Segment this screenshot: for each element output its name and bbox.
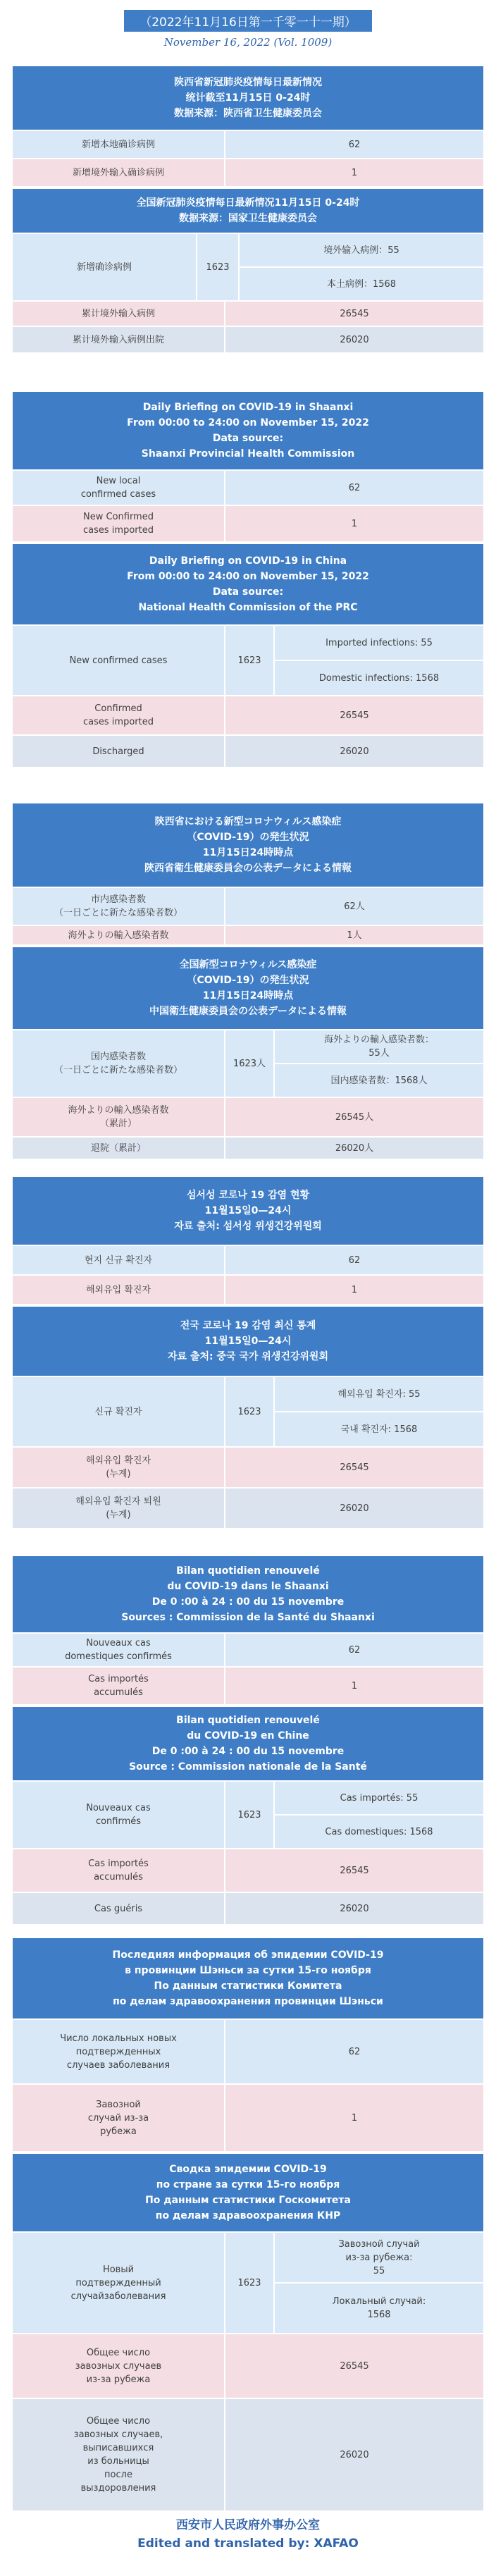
shaanxi-table-ja <box>13 802 483 946</box>
shaanxi-table-cn <box>13 65 483 187</box>
header-line: 11월15일0—24시 <box>204 1205 292 1216</box>
row-value: 1 <box>224 2085 483 2151</box>
header-line: 数据来源：陕西省卫生健康委员会 <box>174 108 322 119</box>
china-table-en <box>13 543 483 768</box>
china-table-ru <box>13 2152 483 2512</box>
confirmed-row <box>13 626 483 696</box>
confirmed-label: Nouveaux cas confirmés <box>86 1803 151 1827</box>
header-line: Последняя информация об эпидемии COVID-19 <box>112 1949 384 1961</box>
china-table-cn <box>13 187 483 354</box>
header-line: （COVID-19）の発生状況 <box>187 832 309 843</box>
header-line: 11월15일0—24시 <box>204 1336 292 1347</box>
header-line: National Health Commission of the PRC <box>138 602 358 613</box>
domestic-count: Cas domestiques: 1568 <box>275 1814 483 1848</box>
domestic-count: Локальный случай: 1568 <box>275 2282 483 2333</box>
issue-date-en: November 16, 2022 (Vol. 1009) <box>163 36 333 49</box>
row-value: 62 <box>224 471 483 505</box>
china-table-fr <box>13 1706 483 1925</box>
row-label: 累计境外输入病例 <box>81 308 155 319</box>
china-table-ja <box>13 946 483 1160</box>
table-header <box>13 1556 483 1634</box>
confirmed-row <box>13 2233 483 2334</box>
row-value: 62 <box>224 131 483 158</box>
row-value: 26020 <box>224 1893 483 1924</box>
table-header <box>13 544 483 626</box>
table-row <box>13 1448 483 1489</box>
header-line: Daily Briefing on COVID-19 in Shaanxi <box>142 402 354 413</box>
confirmed-breakdown <box>273 1782 483 1848</box>
confirmed-breakdown <box>238 234 483 300</box>
row-value: 62人 <box>224 888 483 925</box>
header-line: 陝西省における新型コロナウィルス感染症 <box>154 816 342 827</box>
table-row <box>13 327 483 354</box>
row-value: 62 <box>224 1634 483 1666</box>
header-line: 섬서성 코로나 19 감염 현황 <box>186 1190 310 1201</box>
header-line: по делам здравоохранения КНР <box>155 2210 341 2221</box>
row-value: 26020 <box>224 736 483 767</box>
table-header <box>13 2154 483 2233</box>
table-row <box>13 1489 483 1529</box>
header-line: Bilan quotidien renouvelé <box>176 1715 320 1726</box>
table-row <box>13 1668 483 1706</box>
section-japanese <box>13 802 483 1160</box>
shaanxi-table-fr <box>13 1555 483 1706</box>
table-row <box>13 1634 483 1668</box>
row-value: 62 <box>224 1246 483 1274</box>
imported-count: Imported infections: 55 <box>326 637 433 648</box>
header-line: 11月15日24時時点 <box>202 847 294 858</box>
table-row <box>13 1893 483 1925</box>
shaanxi-table-en <box>13 390 483 543</box>
row-label: 海外よりの輸入感染者数 （累計） <box>68 1105 169 1129</box>
confirmed-row <box>13 1377 483 1448</box>
confirmed-label: Новый подтвержденный случайзаболевания <box>70 2264 166 2302</box>
header-line: в провинции Шэньси за сутки 15-го ноября <box>125 1965 371 1976</box>
row-label: New Confirmed cases imported <box>83 512 154 536</box>
row-label: Общее число завозных случаев, выписавшихся из больницы после выздоровления <box>73 2416 163 2494</box>
row-value: 26545 <box>224 1448 483 1487</box>
header-line: по делам здравоохранения провинции Шэньси <box>113 1996 383 2007</box>
header-line: Sources : Commission de la Santé du Shaanxi <box>121 1612 375 1623</box>
row-value: 1 <box>224 506 483 541</box>
row-value: 26545人 <box>224 1098 483 1136</box>
table-row <box>13 302 483 327</box>
confirmed-label: 新增确诊病例 <box>76 261 132 273</box>
imported-count: 海外よりの輸入感染者数： 55人 <box>323 1035 434 1059</box>
header-line: 전국 코로나 19 감염 최신 통계 <box>180 1320 316 1331</box>
confirmed-total: 1623 <box>224 626 273 695</box>
header-line: Сводка эпидемии COVID-19 <box>169 2164 327 2175</box>
row-value: 26020 <box>224 1489 483 1528</box>
row-value: 62 <box>224 2020 483 2083</box>
confirmed-row <box>13 1782 483 1849</box>
header-line: 中国衛生健康委員会の公表データによる情報 <box>149 1006 347 1017</box>
row-value: 26545 <box>224 696 483 734</box>
table-row <box>13 2399 483 2512</box>
header-line: 全国新冠肺炎疫情每日最新情况11月15日 0-24时 <box>136 197 360 209</box>
table-header <box>13 1938 483 2020</box>
table-row <box>13 926 483 946</box>
table-row <box>13 159 483 187</box>
row-label: 累计境外输入病例出院 <box>72 334 164 345</box>
confirmed-breakdown <box>273 1030 483 1097</box>
header-line: Source : Commission nationale de la Santé <box>129 1761 367 1773</box>
header-line: 全国新型コロナウィルス感染症 <box>179 959 317 970</box>
row-value: 26545 <box>224 302 483 326</box>
header-line: De 0 :00 à 24 : 00 du 15 novembre <box>151 1596 345 1608</box>
row-label: Cas guéris <box>94 1903 143 1914</box>
row-label: Завозной случай из-за рубежа <box>87 2099 149 2137</box>
table-row <box>13 1138 483 1160</box>
header-line: Data source: <box>212 586 284 598</box>
table-row <box>13 2085 483 2152</box>
row-value: 1 <box>224 159 483 186</box>
confirmed-total: 1623 <box>224 1377 273 1446</box>
header-line: du COVID-19 en Chine <box>187 1730 309 1742</box>
confirmed-row <box>13 1030 483 1098</box>
row-label: Discharged <box>92 746 144 757</box>
header-line: 陝西省衛生健康委員会の公表データによる情報 <box>144 863 352 874</box>
header-line: Bilan quotidien renouvelé <box>176 1565 320 1577</box>
section-english <box>13 390 483 768</box>
table-row <box>13 2334 483 2399</box>
section-russian <box>13 1937 483 2512</box>
header-line: 자료 출처: 섬서성 위생건강위원회 <box>174 1221 322 1232</box>
header-line: 数据来源：国家卫生健康委员会 <box>179 213 317 224</box>
row-value: 1 <box>224 1668 483 1704</box>
row-value: 1 <box>224 1276 483 1304</box>
imported-count: 境外输入病例：55 <box>323 245 399 256</box>
table-header <box>13 1307 483 1377</box>
header-line: 11月15日24時時点 <box>202 990 294 1002</box>
china-table-ko <box>13 1305 483 1529</box>
header-line: по стране за сутки 15-го ноября <box>156 2179 340 2190</box>
table-row <box>13 471 483 506</box>
header-line: 统计截至11月15日 0-24时 <box>185 92 311 104</box>
confirmed-total: 1623 <box>196 234 238 300</box>
table-header <box>13 66 483 131</box>
confirmed-total: 1623 <box>224 2233 273 2333</box>
header-line: Data source: <box>212 433 284 444</box>
table-header <box>13 189 483 234</box>
shaanxi-table-ru <box>13 1937 483 2152</box>
row-value: 26020人 <box>224 1138 483 1159</box>
row-label: 新增本地确诊病例 <box>81 139 155 150</box>
row-label: Общее число завозных случаев из-за рубежа <box>75 2347 162 2385</box>
confirmed-row <box>13 234 483 302</box>
table-row <box>13 696 483 736</box>
header-line: From 00:00 to 24:00 on November 15, 2022 <box>127 417 369 429</box>
imported-count: Завозной случай из-за рубежа: 55 <box>338 2238 420 2276</box>
row-value: 26020 <box>224 327 483 352</box>
section-korean <box>13 1176 483 1529</box>
row-label: 해외유입 확진자 (누계) <box>85 1455 151 1479</box>
confirmed-total: 1623人 <box>224 1030 273 1097</box>
header-line: 陕西省新冠肺炎疫情每日最新情况 <box>174 77 322 88</box>
domestic-count: 本土病例：1568 <box>240 266 483 300</box>
domestic-count: 국내 확진자: 1568 <box>275 1411 483 1446</box>
row-label: 退院（累計） <box>90 1142 146 1154</box>
table-header <box>13 1707 483 1782</box>
confirmed-breakdown <box>273 626 483 695</box>
imported-count: 해외유입 확진자: 55 <box>337 1388 421 1400</box>
table-row <box>13 131 483 159</box>
confirmed-total: 1623 <box>224 1782 273 1848</box>
row-value: 26545 <box>224 1849 483 1892</box>
table-row <box>13 1246 483 1276</box>
row-label: 海外よりの輸入感染者数 <box>68 930 169 941</box>
confirmed-breakdown <box>273 2233 483 2333</box>
row-value: 26545 <box>224 2334 483 2398</box>
header-line: Daily Briefing on COVID-19 in China <box>149 555 347 567</box>
table-header <box>13 803 483 888</box>
header-line: du COVID-19 dans le Shaanxi <box>167 1581 329 1592</box>
credit-line: Edited and translated by: XAFAO <box>137 2537 359 2551</box>
table-header <box>13 1177 483 1246</box>
row-label: Confirmed cases imported <box>83 703 154 727</box>
row-label: 市内感染者数 （一日ごとに新たな感染者数） <box>54 894 182 918</box>
row-label: Cas importés accumulés <box>88 1859 149 1882</box>
table-row <box>13 506 483 543</box>
header-line: （COVID-19）の発生状況 <box>187 975 309 986</box>
row-label: Cas importés accumulés <box>88 1674 149 1698</box>
header-line: По данным статистики Комитета <box>154 1980 342 1992</box>
table-row <box>13 1098 483 1138</box>
table-row <box>13 888 483 926</box>
row-label: Число локальных новых подтвержденных случаев заболевания <box>60 2033 177 2071</box>
row-value: 1人 <box>224 926 483 944</box>
header-line: From 00:00 to 24:00 on November 15, 2022 <box>127 571 369 582</box>
header-line: Shaanxi Provincial Health Commission <box>141 448 355 460</box>
row-value: 26020 <box>224 2399 483 2510</box>
confirmed-label: 国内感染者数 （一日ごとに新たな感染者数） <box>54 1052 182 1076</box>
imported-count: Cas importés: 55 <box>340 1792 418 1804</box>
header-line: 자료 출처: 중국 국가 위생건강위원회 <box>168 1351 328 1362</box>
table-header <box>13 947 483 1030</box>
header-line: По данным статистики Госкомитета <box>145 2195 351 2206</box>
table-row <box>13 2020 483 2085</box>
date-block <box>0 0 496 49</box>
issue-date-cn: （2022年11月16日第一千零一十一期） <box>124 10 372 32</box>
domestic-count: Domestic infections: 1568 <box>275 660 483 695</box>
row-label: Nouveaux cas domestiques confirmés <box>65 1638 172 1662</box>
row-label: 현지 신규 확진자 <box>84 1255 153 1266</box>
row-label: New local confirmed cases <box>80 476 156 500</box>
domestic-count: 国内感染者数：1568人 <box>275 1063 483 1097</box>
confirmed-breakdown <box>273 1377 483 1446</box>
section-french <box>13 1555 483 1925</box>
table-header <box>13 392 483 471</box>
section-chinese <box>13 65 483 354</box>
row-label: 해외유입 확진자 <box>85 1284 151 1295</box>
confirmed-label: 신규 확진자 <box>94 1406 142 1417</box>
confirmed-label: New confirmed cases <box>69 655 168 666</box>
office-name: 西安市人民政府外事办公室 <box>176 2518 320 2532</box>
footer <box>0 2515 496 2551</box>
table-row <box>13 736 483 768</box>
table-row <box>13 1276 483 1305</box>
row-label: 新增境外输入确诊病例 <box>72 167 164 178</box>
header-line: De 0 :00 à 24 : 00 du 15 novembre <box>151 1746 345 1757</box>
table-row <box>13 1849 483 1893</box>
row-label: 해외유입 확진자 퇴원 (누계) <box>75 1496 161 1520</box>
shaanxi-table-ko <box>13 1176 483 1305</box>
